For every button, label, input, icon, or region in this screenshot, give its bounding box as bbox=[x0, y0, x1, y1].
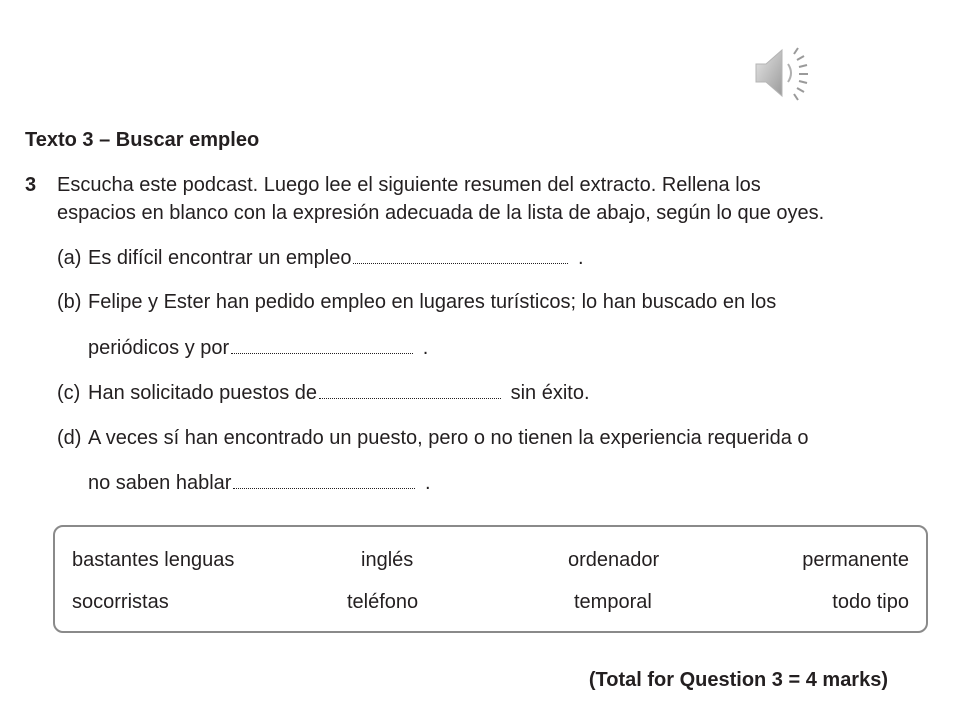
item-text-after: . bbox=[578, 247, 584, 269]
speaker-icon[interactable] bbox=[750, 40, 816, 106]
blank-a[interactable] bbox=[353, 263, 568, 264]
instruction-line-1: Escucha este podcast. Luego lee el siguiente resumen del extracto. Rellena los bbox=[57, 174, 761, 196]
blank-b[interactable] bbox=[231, 353, 413, 354]
word-bank-item: permanente bbox=[802, 549, 909, 571]
blank-d[interactable] bbox=[233, 488, 415, 489]
item-text-after: . bbox=[425, 472, 431, 494]
word-bank-item: ordenador bbox=[568, 549, 660, 571]
item-label: (a) bbox=[57, 247, 82, 269]
item-label: (b) bbox=[57, 291, 82, 313]
item-text bbox=[88, 382, 590, 405]
item-text: A veces sí han encontrado un puesto, pero o no tienen la experiencia requerida o bbox=[88, 427, 809, 449]
word-bank-item: todo tipo bbox=[832, 591, 909, 613]
item-text bbox=[88, 337, 428, 360]
item-text-before: Han solicitado puestos de bbox=[88, 382, 318, 404]
item-text bbox=[88, 472, 431, 495]
question-number: 3 bbox=[25, 174, 37, 196]
word-bank-item: teléfono bbox=[347, 591, 419, 613]
word-bank-box bbox=[53, 525, 928, 633]
item-label: (d) bbox=[57, 427, 82, 449]
instruction-line-2: espacios en blanco con la expresión adecuada de la lista de abajo, según lo que oyes. bbox=[57, 202, 825, 224]
word-bank-item: bastantes lenguas bbox=[72, 549, 235, 571]
item-text-before: no saben hablar bbox=[88, 472, 232, 494]
item-text: Felipe y Ester han pedido empleo en lugares turísticos; lo han buscado en los bbox=[88, 291, 777, 313]
item-text-after: sin éxito. bbox=[510, 382, 590, 404]
item-text-before: Es difícil encontrar un empleo bbox=[88, 247, 352, 269]
item-text-after: . bbox=[422, 337, 429, 359]
item-label: (c) bbox=[57, 382, 81, 404]
blank-c[interactable] bbox=[319, 398, 501, 399]
item-text bbox=[88, 247, 584, 270]
word-bank-item: temporal bbox=[574, 591, 652, 613]
total-marks: (Total for Question 3 = 4 marks) bbox=[588, 669, 888, 691]
item-text-before: periódicos y por bbox=[88, 337, 230, 359]
word-bank-item: socorristas bbox=[72, 591, 169, 613]
section-title: Texto 3 – Buscar empleo bbox=[25, 129, 260, 151]
word-bank-item: inglés bbox=[361, 549, 414, 571]
